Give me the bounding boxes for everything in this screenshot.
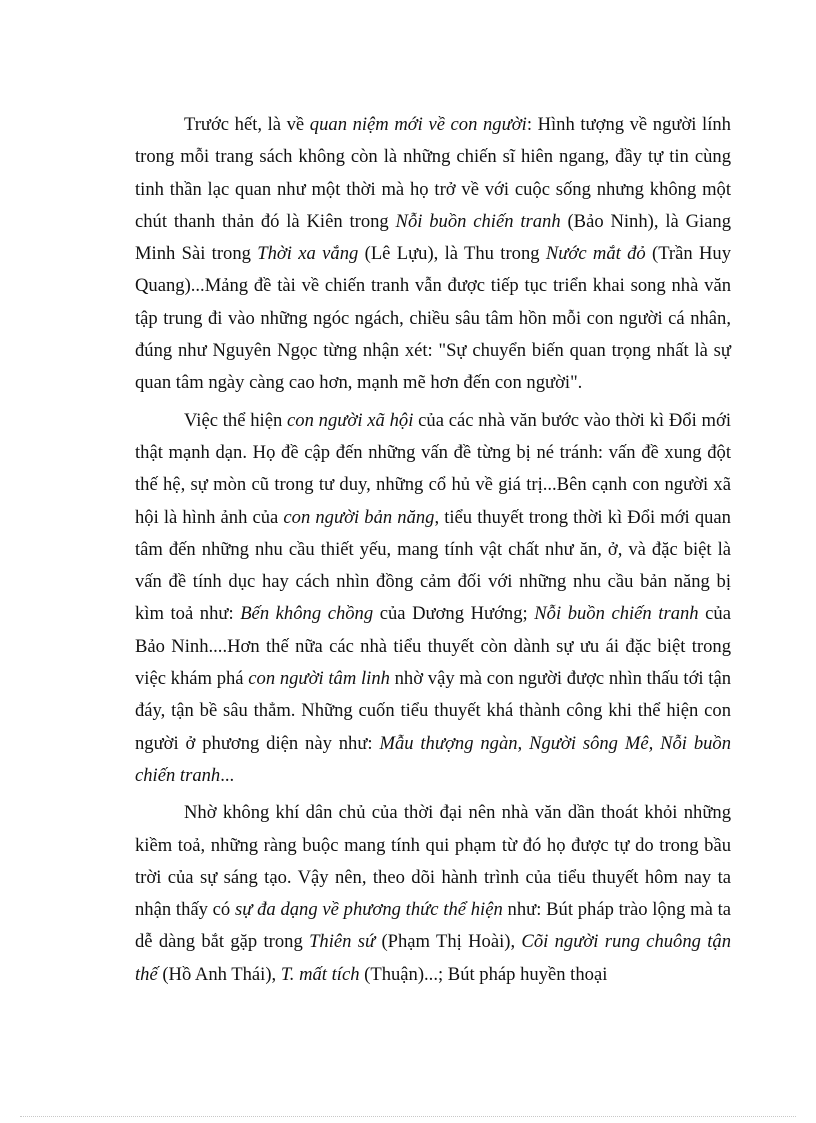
book-title: Mẫu thượng ngàn, Người sông Mê, Nỗi buồn chiến tranh <box>135 732 732 786</box>
text-run: của Bảo Ninh....Hơn thế nữa các nhà tiểu thuyết còn dành sự ưu ái đặc biệt trong việc khám phá <box>135 603 731 690</box>
paragraph-1 <box>135 109 731 400</box>
text-run: Trước hết, là về <box>184 114 310 135</box>
text-run: (Thuận)...; Bút pháp huyền thoại <box>359 963 608 985</box>
italic-run: quan niệm mới về con người <box>309 114 527 135</box>
book-title: Bến không chồng <box>240 603 374 625</box>
book-title: T. mất tích <box>280 963 360 985</box>
text-run: Nhờ không khí dân chủ của thời đại nên nhà văn dần thoát khỏi những kiềm toả, những ràng buộc mang tính qui phạm từ đó họ được tự do trong bầu trời của sự sáng tạo. Vậy nên, theo dõi hành trình của tiểu thuyết hôm nay ta nhận thấy có <box>135 802 731 921</box>
italic-run: con người xã hội <box>287 409 414 431</box>
book-title: Cõi người rung chuông tận thế <box>135 931 731 985</box>
text-run: (Hồ Anh Thái), <box>157 963 281 985</box>
paragraph-3 <box>135 797 731 991</box>
text-run: (Bảo Ninh), là Giang Minh Sài trong <box>135 210 732 265</box>
text-run: của các nhà văn bước vào thời kì Đổi mới thật mạnh dạn. Họ đề cập đến những vấn đề từng bị né tránh: vấn đề xung đột thế hệ, sự mòn cũ trong tư duy, những cổ hủ về giá trị...Bên cạnh con người xã hội là hình ảnh của <box>135 409 731 528</box>
text-run: (Lê Lựu), là Thu trong <box>358 243 546 265</box>
italic-run: sự đa dạng về phương thức thể hiện <box>234 899 503 921</box>
text-run: của Dương Hướng; <box>373 603 535 625</box>
document-body <box>135 109 731 991</box>
text-run: (Phạm Thị Hoài), <box>375 931 522 953</box>
text-run: như: Bút pháp trào lộng mà ta dễ dàng bắt gặp trong <box>135 899 732 953</box>
text-run: nhờ vậy mà con người được nhìn thấu tới tận đáy, tận bề sâu thẳm. Những cuốn tiểu thuyết khá thành công khi thể hiện con người ở phương diện này như: <box>135 668 731 754</box>
paragraph-2 <box>135 405 731 793</box>
book-title: Thời xa vắng <box>257 243 359 265</box>
italic-run: con người bản năng <box>283 506 435 528</box>
text-run: : Hình tượng về người lính trong mỗi trang sách không còn là những chiến sĩ hiên ngang, đầy tự tin cùng tinh thần lạc quan như một thời mà họ trở về với cuộc sống nhưng không một chút thanh thản đó là Kiên trong <box>135 114 731 232</box>
book-title: Thiên sứ <box>309 931 376 953</box>
text-run: , tiểu thuyết trong thời kì Đổi mới quan tâm đến những nhu cầu thiết yếu, mang tính vật chất như ăn, ở, và đặc biệt là vấn đề tính dục hay cách nhìn đồng cảm đối với những nhu cầu bản năng bị kìm toả như: <box>135 506 731 625</box>
page-bottom-divider <box>20 1116 796 1117</box>
text-run: (Trần Huy Quang)...Mảng đề tài về chiến tranh vẫn được tiếp tục triển khai song nhà văn tập trung đi vào những ngóc ngách, chiều sâu tâm hồn mỗi con người cá nhân, đúng như Nguyên Ngọc từng nhận xét: "Sự chuyển biến quan trọng nhất là sự quan tâm ngày càng cao hơn, mạnh mẽ hơn đến con người". <box>135 243 731 394</box>
italic-run: con người tâm linh <box>248 668 390 690</box>
book-title: Nỗi buồn chiến tranh <box>395 210 561 232</box>
text-run: ... <box>220 764 235 786</box>
text-run: Việc thể hiện <box>184 409 288 431</box>
book-title: Nỗi buồn chiến tranh <box>534 603 699 625</box>
book-title: Nước mắt đỏ <box>545 243 646 265</box>
